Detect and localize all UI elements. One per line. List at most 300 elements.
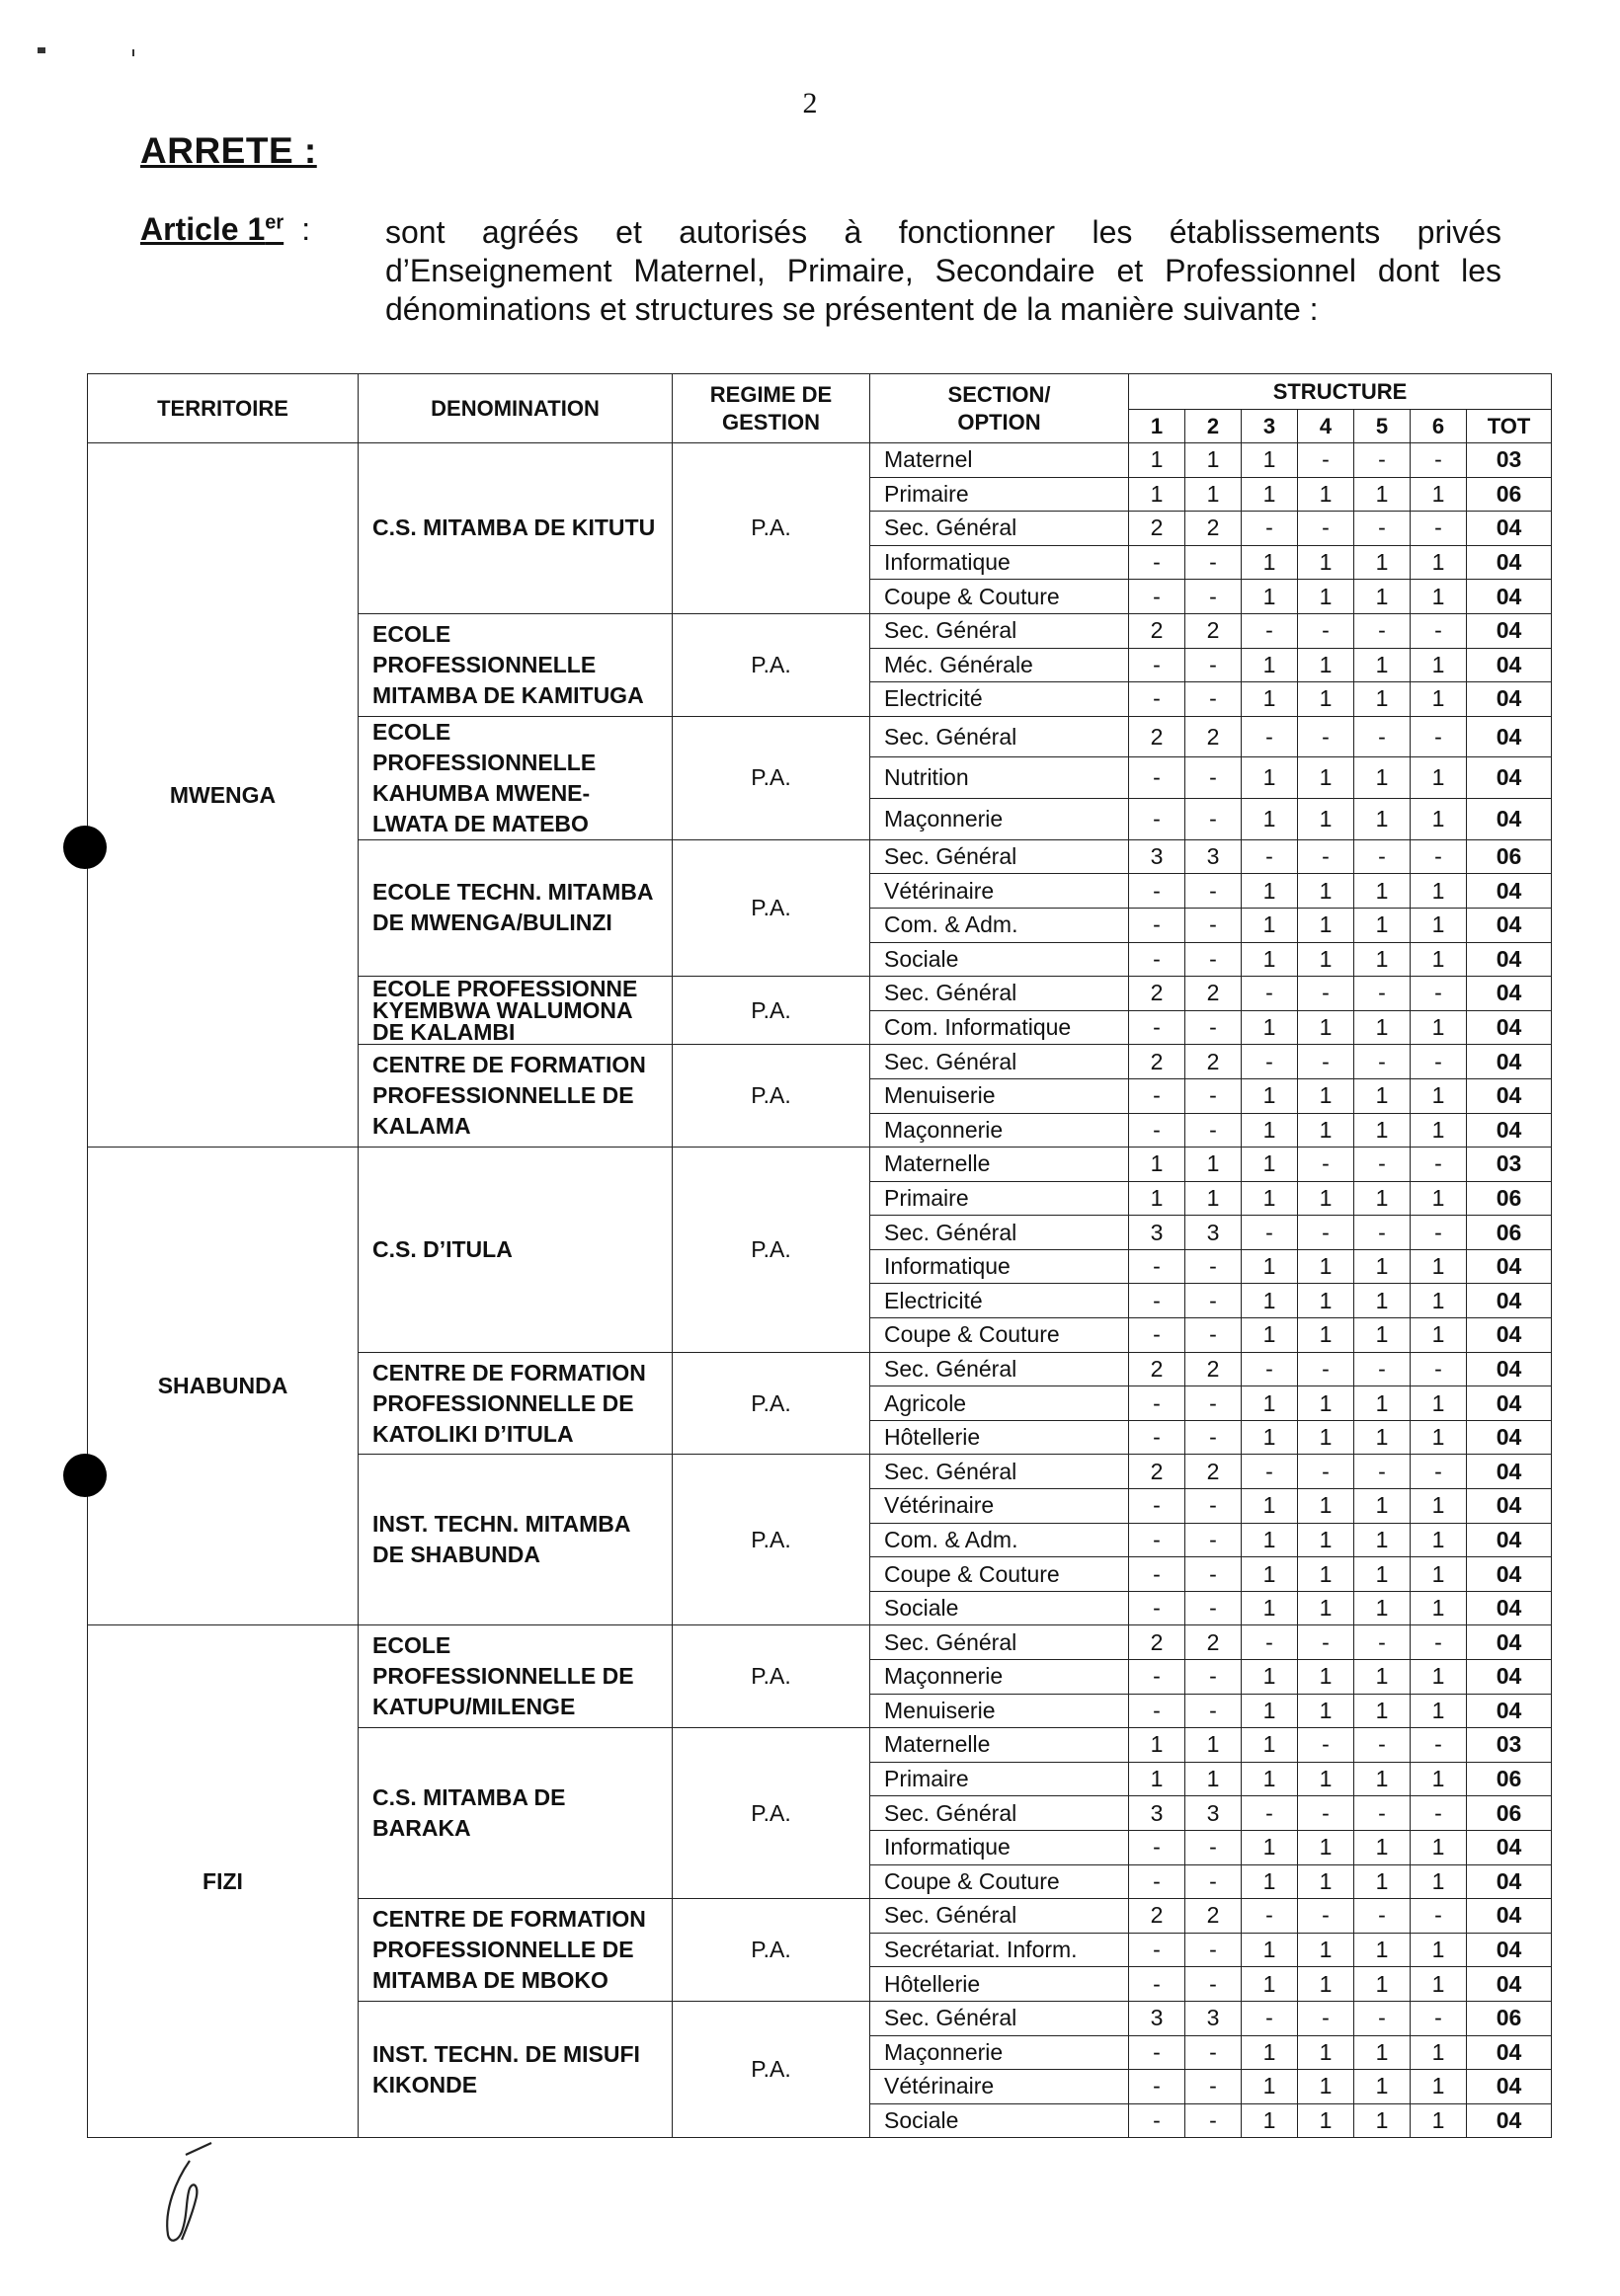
structure-cell-4: - <box>1298 1216 1354 1250</box>
structure-cell-6: 1 <box>1411 942 1467 977</box>
structure-cell-2: - <box>1185 757 1242 799</box>
structure-cell-5: - <box>1354 2001 1411 2035</box>
school-name: ECOLE PROFESSIONNE KYEMBWA WALUMONA DE KALAMBI <box>359 977 673 1045</box>
regime-gestion: P.A. <box>673 1045 870 1148</box>
structure-cell-4: - <box>1298 977 1354 1011</box>
structure-total: 04 <box>1467 1249 1552 1284</box>
structure-cell-4: - <box>1298 716 1354 757</box>
structure-cell-4: 1 <box>1298 1864 1354 1899</box>
structure-cell-5: - <box>1354 443 1411 478</box>
school-name: C.S. MITAMBA DE BARAKA <box>359 1728 673 1899</box>
structure-cell-4: - <box>1298 512 1354 546</box>
structure-cell-3: - <box>1242 839 1298 874</box>
structure-cell-5: 1 <box>1354 1660 1411 1695</box>
structure-cell-5: 1 <box>1354 1249 1411 1284</box>
section-option: Maçonnerie <box>870 799 1129 840</box>
structure-total: 04 <box>1467 1318 1552 1353</box>
structure-cell-5: 1 <box>1354 1523 1411 1557</box>
structure-cell-4: 1 <box>1298 1933 1354 1967</box>
structure-total: 04 <box>1467 682 1552 717</box>
structure-cell-3: - <box>1242 512 1298 546</box>
structure-cell-6: 1 <box>1411 1284 1467 1318</box>
structure-cell-2: - <box>1185 1830 1242 1864</box>
structure-cell-2: - <box>1185 1284 1242 1318</box>
structure-cell-4: 1 <box>1298 1967 1354 2002</box>
structure-cell-3: - <box>1242 2001 1298 2035</box>
structure-cell-3: 1 <box>1242 1762 1298 1796</box>
structure-cell-6: - <box>1411 1148 1467 1182</box>
structure-cell-4: 1 <box>1298 580 1354 614</box>
structure-cell-3: 1 <box>1242 2103 1298 2138</box>
structure-cell-3: 1 <box>1242 545 1298 580</box>
structure-cell-2: - <box>1185 545 1242 580</box>
structure-cell-6: - <box>1411 512 1467 546</box>
structure-cell-3: - <box>1242 1625 1298 1660</box>
structure-cell-1: 1 <box>1129 1148 1185 1182</box>
structure-cell-4: 1 <box>1298 908 1354 942</box>
structure-cell-1: - <box>1129 908 1185 942</box>
school-name: ECOLE PROFESSIONNELLE DE KATUPU/MILENGE <box>359 1625 673 1728</box>
structure-cell-2: - <box>1185 908 1242 942</box>
section-option: Sec. Général <box>870 977 1129 1011</box>
structure-cell-4: 1 <box>1298 1694 1354 1728</box>
punch-hole <box>63 1454 107 1497</box>
structure-total: 06 <box>1467 1181 1552 1216</box>
section-option: Maçonnerie <box>870 2035 1129 2070</box>
structure-cell-1: - <box>1129 580 1185 614</box>
structure-total: 04 <box>1467 1078 1552 1113</box>
structure-total: 04 <box>1467 1352 1552 1386</box>
structure-cell-1: - <box>1129 1967 1185 2002</box>
structure-cell-2: - <box>1185 1420 1242 1455</box>
structure-cell-4: 1 <box>1298 545 1354 580</box>
section-option: Com. & Adm. <box>870 908 1129 942</box>
structure-cell-5: - <box>1354 1796 1411 1831</box>
structure-cell-1: 2 <box>1129 613 1185 648</box>
structure-cell-4: 1 <box>1298 1591 1354 1625</box>
section-option: Vétérinaire <box>870 1489 1129 1524</box>
structure-cell-6: 1 <box>1411 1078 1467 1113</box>
section-option: Sec. Général <box>870 1796 1129 1831</box>
structure-cell-1: - <box>1129 1249 1185 1284</box>
structure-cell-6: - <box>1411 1352 1467 1386</box>
structure-cell-6: 1 <box>1411 2070 1467 2104</box>
structure-cell-1: 3 <box>1129 2001 1185 2035</box>
structure-cell-6: 1 <box>1411 908 1467 942</box>
structure-cell-6: 1 <box>1411 477 1467 512</box>
structure-total: 04 <box>1467 613 1552 648</box>
structure-total: 04 <box>1467 1045 1552 1079</box>
structure-cell-2: - <box>1185 2103 1242 2138</box>
structure-cell-4: 1 <box>1298 1284 1354 1318</box>
structure-cell-6: 1 <box>1411 1864 1467 1899</box>
structure-cell-5: 1 <box>1354 1284 1411 1318</box>
regime-gestion: P.A. <box>673 977 870 1045</box>
structure-cell-6: - <box>1411 2001 1467 2035</box>
structure-cell-6: - <box>1411 1216 1467 1250</box>
structure-cell-6: 1 <box>1411 757 1467 799</box>
structure-cell-1: - <box>1129 942 1185 977</box>
structure-cell-4: 1 <box>1298 1078 1354 1113</box>
structure-cell-2: - <box>1185 1010 1242 1045</box>
structure-total: 06 <box>1467 2001 1552 2035</box>
structure-total: 04 <box>1467 1625 1552 1660</box>
section-option: Sec. Général <box>870 839 1129 874</box>
header-territoire: TERRITOIRE <box>88 374 359 443</box>
section-option: Vétérinaire <box>870 874 1129 909</box>
section-option: Méc. Générale <box>870 648 1129 682</box>
structure-cell-6: 1 <box>1411 1523 1467 1557</box>
structure-cell-4: 1 <box>1298 874 1354 909</box>
structure-cell-1: 2 <box>1129 1899 1185 1934</box>
structure-cell-6: - <box>1411 1625 1467 1660</box>
structure-cell-5: 1 <box>1354 874 1411 909</box>
structure-cell-1: - <box>1129 545 1185 580</box>
structure-cell-2: 3 <box>1185 839 1242 874</box>
regime-gestion: P.A. <box>673 1352 870 1455</box>
structure-cell-4: - <box>1298 2001 1354 2035</box>
structure-cell-5: 1 <box>1354 1420 1411 1455</box>
territory-name: MWENGA <box>88 443 359 1148</box>
structure-cell-1: 2 <box>1129 716 1185 757</box>
structure-cell-5: 1 <box>1354 2070 1411 2104</box>
structure-cell-5: - <box>1354 1899 1411 1934</box>
structure-cell-5: 1 <box>1354 1762 1411 1796</box>
structure-cell-6: - <box>1411 1899 1467 1934</box>
section-option: Maternel <box>870 443 1129 478</box>
structure-cell-4: - <box>1298 443 1354 478</box>
structure-cell-6: - <box>1411 613 1467 648</box>
structure-cell-3: 1 <box>1242 799 1298 840</box>
structure-cell-1: 2 <box>1129 1455 1185 1489</box>
structure-cell-1: - <box>1129 1523 1185 1557</box>
structure-cell-5: 1 <box>1354 477 1411 512</box>
structure-cell-1: - <box>1129 1694 1185 1728</box>
structure-cell-1: 1 <box>1129 1728 1185 1763</box>
structure-cell-4: - <box>1298 839 1354 874</box>
structure-cell-5: 1 <box>1354 1967 1411 2002</box>
structure-cell-3: 1 <box>1242 1864 1298 1899</box>
regime-gestion: P.A. <box>673 839 870 976</box>
regime-gestion: P.A. <box>673 716 870 839</box>
structure-cell-3: 1 <box>1242 1523 1298 1557</box>
structure-total: 04 <box>1467 799 1552 840</box>
structure-cell-5: 1 <box>1354 757 1411 799</box>
structure-cell-5: 1 <box>1354 908 1411 942</box>
structure-cell-2: - <box>1185 1967 1242 2002</box>
structure-cell-6: 1 <box>1411 1113 1467 1148</box>
structure-cell-4: 1 <box>1298 2103 1354 2138</box>
structure-cell-5: 1 <box>1354 1933 1411 1967</box>
structure-cell-1: 3 <box>1129 1216 1185 1250</box>
structure-cell-1: - <box>1129 1113 1185 1148</box>
structure-cell-6: 1 <box>1411 1386 1467 1421</box>
structure-total: 03 <box>1467 443 1552 478</box>
structure-cell-4: 1 <box>1298 942 1354 977</box>
structure-cell-3: - <box>1242 1455 1298 1489</box>
structure-cell-1: - <box>1129 799 1185 840</box>
structure-cell-4: 1 <box>1298 1523 1354 1557</box>
structure-total: 06 <box>1467 477 1552 512</box>
structure-cell-5: - <box>1354 1728 1411 1763</box>
structure-cell-6: 1 <box>1411 648 1467 682</box>
structure-cell-6: 1 <box>1411 580 1467 614</box>
structure-cell-3: 1 <box>1242 1728 1298 1763</box>
structure-cell-6: 1 <box>1411 1967 1467 2002</box>
article-label-sup: er <box>265 211 284 234</box>
structure-cell-3: 1 <box>1242 1420 1298 1455</box>
structure-cell-2: 2 <box>1185 613 1242 648</box>
section-option: Primaire <box>870 477 1129 512</box>
structure-cell-2: 2 <box>1185 1625 1242 1660</box>
structure-cell-2: 3 <box>1185 1216 1242 1250</box>
structure-cell-3: 1 <box>1242 1489 1298 1524</box>
structure-cell-3: 1 <box>1242 1284 1298 1318</box>
table-row <box>88 1625 1552 1660</box>
structure-cell-1: 1 <box>1129 443 1185 478</box>
section-option: Sec. Général <box>870 1352 1129 1386</box>
structure-total: 04 <box>1467 977 1552 1011</box>
school-name: C.S. D’ITULA <box>359 1148 673 1353</box>
structure-cell-6: - <box>1411 977 1467 1011</box>
structure-cell-2: 1 <box>1185 1728 1242 1763</box>
structure-cell-3: 1 <box>1242 908 1298 942</box>
structure-total: 03 <box>1467 1148 1552 1182</box>
structure-cell-4: 1 <box>1298 1386 1354 1421</box>
structure-cell-6: - <box>1411 839 1467 874</box>
structure-cell-2: 1 <box>1185 443 1242 478</box>
structure-cell-5: - <box>1354 716 1411 757</box>
section-option: Maternelle <box>870 1728 1129 1763</box>
section-option: Sociale <box>870 942 1129 977</box>
structure-cell-1: 2 <box>1129 1045 1185 1079</box>
structure-cell-6: 1 <box>1411 1181 1467 1216</box>
structure-cell-2: - <box>1185 1933 1242 1967</box>
school-name: ECOLE PROFESSIONNELLE MITAMBA DE KAMITUGA <box>359 613 673 716</box>
structure-cell-3: - <box>1242 1796 1298 1831</box>
structure-cell-5: 1 <box>1354 1489 1411 1524</box>
structure-cell-3: 1 <box>1242 874 1298 909</box>
structure-cell-5: 1 <box>1354 1386 1411 1421</box>
structure-cell-2: - <box>1185 799 1242 840</box>
structure-cell-2: 2 <box>1185 716 1242 757</box>
school-name: C.S. MITAMBA DE KITUTU <box>359 443 673 614</box>
structure-cell-4: 1 <box>1298 1010 1354 1045</box>
structure-cell-6: 1 <box>1411 1830 1467 1864</box>
article-label <box>140 211 310 248</box>
section-option: Coupe & Couture <box>870 1864 1129 1899</box>
structure-cell-3: 1 <box>1242 1113 1298 1148</box>
structure-cell-5: - <box>1354 1352 1411 1386</box>
structure-total: 04 <box>1467 1420 1552 1455</box>
structure-cell-6: - <box>1411 1045 1467 1079</box>
structure-cell-4: - <box>1298 1728 1354 1763</box>
structure-cell-3: 1 <box>1242 682 1298 717</box>
school-name: CENTRE DE FORMATION PROFESSIONNELLE DE MITAMBA DE MBOKO <box>359 1899 673 2002</box>
structure-cell-2: - <box>1185 648 1242 682</box>
structure-cell-5: 1 <box>1354 545 1411 580</box>
structure-cell-1: - <box>1129 2035 1185 2070</box>
structure-cell-2: - <box>1185 1249 1242 1284</box>
section-option: Menuiserie <box>870 1078 1129 1113</box>
structure-cell-3: 1 <box>1242 1933 1298 1967</box>
header-col-tot: TOT <box>1467 410 1552 443</box>
school-name: INST. TECHN. DE MISUFI KIKONDE <box>359 2001 673 2137</box>
territory-name: SHABUNDA <box>88 1148 359 1625</box>
structure-total: 04 <box>1467 1830 1552 1864</box>
section-option: Maternelle <box>870 1148 1129 1182</box>
section-option: Maçonnerie <box>870 1113 1129 1148</box>
structure-cell-1: - <box>1129 1591 1185 1625</box>
structure-cell-1: - <box>1129 757 1185 799</box>
structure-cell-4: - <box>1298 1455 1354 1489</box>
structure-cell-1: - <box>1129 1489 1185 1524</box>
structure-cell-6: 1 <box>1411 1249 1467 1284</box>
structure-cell-3: - <box>1242 613 1298 648</box>
section-option: Sec. Général <box>870 2001 1129 2035</box>
school-name: CENTRE DE FORMATION PROFESSIONNELLE DE KATOLIKI D’ITULA <box>359 1352 673 1455</box>
structure-cell-2: 1 <box>1185 477 1242 512</box>
structure-cell-2: - <box>1185 1660 1242 1695</box>
section-option: Electricité <box>870 1284 1129 1318</box>
structure-cell-3: 1 <box>1242 1967 1298 2002</box>
article-line: d’Enseignement Maternel, Primaire, Secondaire et Professionnel dont les <box>385 253 1501 288</box>
structure-cell-6: 1 <box>1411 1318 1467 1353</box>
structure-cell-2: - <box>1185 1489 1242 1524</box>
school-name: ECOLE PROFESSIONNELLE KAHUMBA MWENE-LWATA DE MATEBO <box>359 716 673 839</box>
structure-total: 04 <box>1467 2035 1552 2070</box>
structure-cell-5: 1 <box>1354 1864 1411 1899</box>
structure-cell-1: - <box>1129 1010 1185 1045</box>
regime-gestion: P.A. <box>673 1899 870 2002</box>
structure-cell-1: 2 <box>1129 977 1185 1011</box>
structure-cell-5: 1 <box>1354 1113 1411 1148</box>
structure-cell-3: 1 <box>1242 443 1298 478</box>
structure-total: 04 <box>1467 1523 1552 1557</box>
structure-cell-5: 1 <box>1354 2035 1411 2070</box>
structure-cell-1: 3 <box>1129 1796 1185 1831</box>
structure-cell-3: 1 <box>1242 1078 1298 1113</box>
section-option: Com. & Adm. <box>870 1523 1129 1557</box>
structure-cell-4: - <box>1298 1352 1354 1386</box>
structure-cell-2: - <box>1185 1694 1242 1728</box>
structure-cell-4: 1 <box>1298 682 1354 717</box>
structure-cell-2: 2 <box>1185 1352 1242 1386</box>
structure-cell-2: 3 <box>1185 1796 1242 1831</box>
structure-cell-2: - <box>1185 1113 1242 1148</box>
scan-speck <box>132 49 134 56</box>
structure-cell-1: 2 <box>1129 1625 1185 1660</box>
structure-cell-3: 1 <box>1242 477 1298 512</box>
structure-cell-1: - <box>1129 1933 1185 1967</box>
structure-cell-3: - <box>1242 1352 1298 1386</box>
structure-cell-6: - <box>1411 443 1467 478</box>
school-name: INST. TECHN. MITAMBA DE SHABUNDA <box>359 1455 673 1625</box>
structure-total: 04 <box>1467 1113 1552 1148</box>
structure-cell-5: 1 <box>1354 942 1411 977</box>
structure-cell-6: 1 <box>1411 1420 1467 1455</box>
structure-cell-5: 1 <box>1354 1591 1411 1625</box>
structure-total: 04 <box>1467 1694 1552 1728</box>
structure-cell-4: 1 <box>1298 2035 1354 2070</box>
structure-cell-4: 1 <box>1298 1249 1354 1284</box>
structure-cell-1: - <box>1129 1386 1185 1421</box>
section-option: Secrétariat. Inform. <box>870 1933 1129 1967</box>
structure-cell-5: 1 <box>1354 648 1411 682</box>
structure-total: 06 <box>1467 1762 1552 1796</box>
structure-cell-6: - <box>1411 1455 1467 1489</box>
structure-cell-6: 1 <box>1411 1591 1467 1625</box>
structure-cell-3: 1 <box>1242 1591 1298 1625</box>
structure-total: 04 <box>1467 1660 1552 1695</box>
structure-cell-2: - <box>1185 1864 1242 1899</box>
structure-cell-4: - <box>1298 613 1354 648</box>
section-option: Sec. Général <box>870 1455 1129 1489</box>
article-text <box>385 213 1501 329</box>
structure-cell-1: - <box>1129 1078 1185 1113</box>
structure-cell-1: - <box>1129 1830 1185 1864</box>
structure-cell-2: - <box>1185 1523 1242 1557</box>
structure-total: 06 <box>1467 1796 1552 1831</box>
structure-cell-1: 1 <box>1129 1181 1185 1216</box>
structure-cell-1: - <box>1129 2103 1185 2138</box>
structure-cell-3: 1 <box>1242 1557 1298 1592</box>
structure-cell-2: - <box>1185 1318 1242 1353</box>
structure-cell-3: 1 <box>1242 1318 1298 1353</box>
article-line: sont agréés et autorisés à fonctionner les établissements privés <box>385 214 1501 250</box>
structure-cell-4: 1 <box>1298 757 1354 799</box>
structure-cell-3: 1 <box>1242 1660 1298 1695</box>
structure-cell-3: 1 <box>1242 1010 1298 1045</box>
structure-cell-5: 1 <box>1354 1557 1411 1592</box>
section-option: Sociale <box>870 1591 1129 1625</box>
section-option: Electricité <box>870 682 1129 717</box>
structure-total: 04 <box>1467 1010 1552 1045</box>
structure-total: 04 <box>1467 942 1552 977</box>
structure-cell-3: 1 <box>1242 1249 1298 1284</box>
section-option: Vétérinaire <box>870 2070 1129 2104</box>
structure-cell-3: 1 <box>1242 2035 1298 2070</box>
section-option: Informatique <box>870 1249 1129 1284</box>
structure-total: 04 <box>1467 757 1552 799</box>
structure-total: 04 <box>1467 716 1552 757</box>
section-option: Sec. Général <box>870 1899 1129 1934</box>
school-name: ECOLE TECHN. MITAMBA DE MWENGA/BULINZI <box>359 839 673 976</box>
structure-cell-3: - <box>1242 1045 1298 1079</box>
structure-total: 06 <box>1467 1216 1552 1250</box>
structure-cell-4: 1 <box>1298 1660 1354 1695</box>
structure-cell-2: 2 <box>1185 1045 1242 1079</box>
structure-total: 04 <box>1467 908 1552 942</box>
header-col-3: 3 <box>1242 410 1298 443</box>
structure-total: 04 <box>1467 1967 1552 2002</box>
structure-cell-2: - <box>1185 1557 1242 1592</box>
structure-cell-4: 1 <box>1298 1181 1354 1216</box>
structure-cell-2: 2 <box>1185 1455 1242 1489</box>
structure-cell-6: - <box>1411 1796 1467 1831</box>
structure-cell-4: - <box>1298 1045 1354 1079</box>
header-col-5: 5 <box>1354 410 1411 443</box>
structure-cell-1: 1 <box>1129 477 1185 512</box>
regime-gestion: P.A. <box>673 2001 870 2137</box>
structure-cell-3: 1 <box>1242 580 1298 614</box>
table-row <box>88 1148 1552 1182</box>
regime-gestion: P.A. <box>673 1148 870 1353</box>
structure-cell-3: 1 <box>1242 1694 1298 1728</box>
structure-cell-2: 1 <box>1185 1181 1242 1216</box>
structure-cell-5: - <box>1354 512 1411 546</box>
header-col-1: 1 <box>1129 410 1185 443</box>
